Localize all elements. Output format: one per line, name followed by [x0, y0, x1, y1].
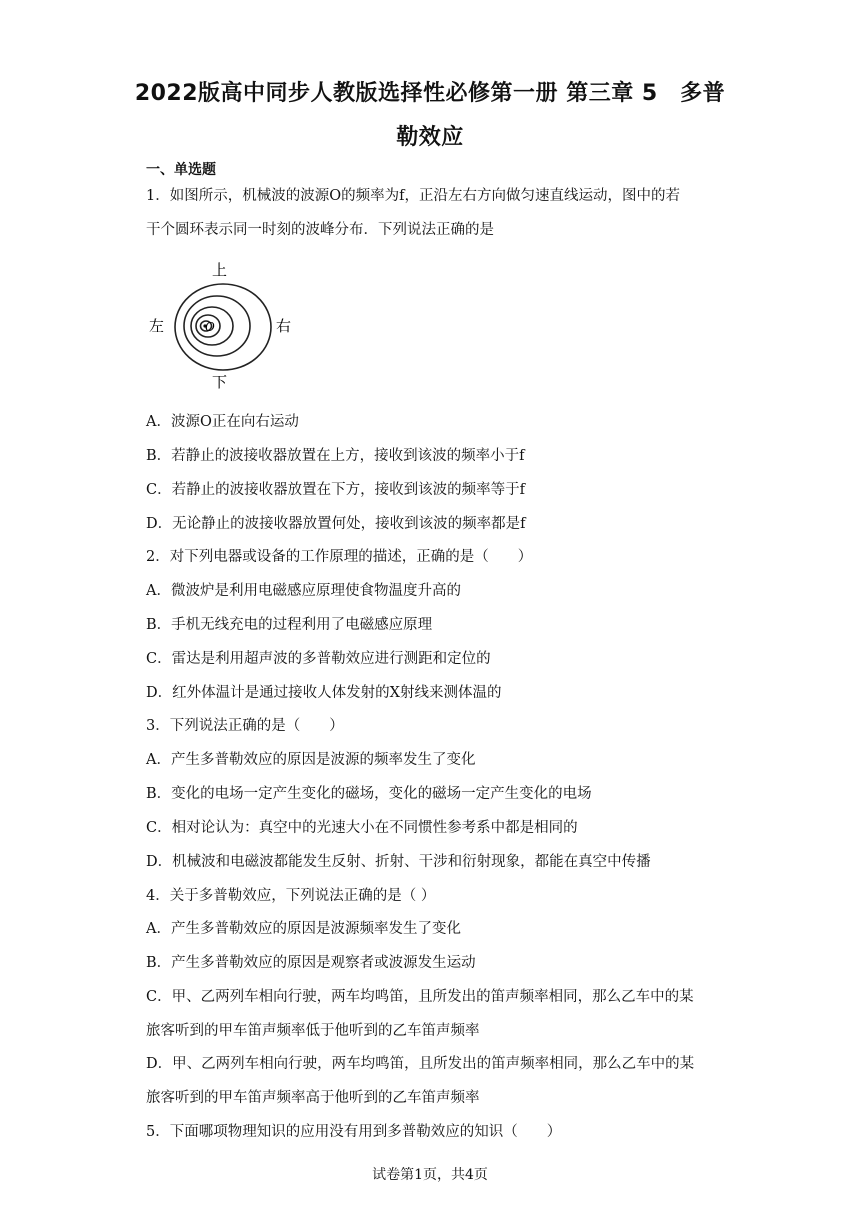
- label-up: 上: [212, 261, 228, 279]
- q1-option-d: D．无论静止的波接收器放置何处，接收到该波的频率都是f: [146, 516, 526, 532]
- q2-stem: 2．对下列电器或设备的工作原理的描述，正确的是（ ）: [146, 549, 533, 565]
- page-title-line1: 2022版高中同步人教版选择性必修第一册 第三章 5 多普: [134, 81, 726, 106]
- q1-option-c: C．若静止的波接收器放置在下方，接收到该波的频率等于f: [146, 482, 525, 498]
- source-label: O: [205, 320, 215, 334]
- page-title-line2: 勒效应: [396, 125, 464, 150]
- q4-option-d-line2: 旅客听到的甲车笛声频率高于他听到的乙车笛声频率: [146, 1090, 480, 1106]
- q4-option-d-line1: D．甲、乙两列车相向行驶，两车均鸣笛，且所发出的笛声频率相同，那么乙车中的某: [146, 1056, 695, 1072]
- q1-stem-line1: 1．如图所示，机械波的波源O的频率为f，正沿左右方向做匀速直线运动，图中的若: [146, 188, 680, 204]
- q2-option-d: D．红外体温计是通过接收人体发射的X射线来测体温的: [146, 685, 502, 701]
- q3-option-b: B．变化的电场一定产生变化的磁场，变化的磁场一定产生变化的电场: [146, 786, 592, 802]
- q4-option-b: B．产生多普勒效应的原因是观察者或波源发生运动: [146, 955, 476, 971]
- q1-option-a: A．波源O正在向右运动: [146, 414, 299, 430]
- q2-option-b: B．手机无线充电的过程利用了电磁感应原理: [146, 617, 433, 633]
- page-footer: 试卷第1页，共4页: [372, 1167, 488, 1183]
- q3-option-c: C．相对论认为：真空中的光速大小在不同惯性参考系中都是相同的: [146, 820, 578, 836]
- q4-option-c-line1: C．甲、乙两列车相向行驶，两车均鸣笛，且所发出的笛声频率相同，那么乙车中的某: [146, 989, 694, 1005]
- q4-option-c-line2: 旅客听到的甲车笛声频率低于他听到的乙车笛声频率: [146, 1023, 480, 1039]
- q4-option-a: A．产生多普勒效应的原因是波源频率发生了变化: [146, 921, 461, 937]
- q5-stem: 5．下面哪项物理知识的应用没有用到多普勒效应的知识（ ）: [146, 1124, 562, 1140]
- q4-stem: 4．关于多普勒效应，下列说法正确的是（ ）: [146, 888, 436, 904]
- doppler-wave-figure: [146, 256, 306, 392]
- q2-option-a: A．微波炉是利用电磁感应原理使食物温度升高的: [146, 583, 461, 599]
- q2-option-c: C．雷达是利用超声波的多普勒效应进行测距和定位的: [146, 651, 491, 667]
- q3-option-a: A．产生多普勒效应的原因是波源的频率发生了变化: [146, 752, 476, 768]
- q3-stem: 3．下列说法正确的是（ ）: [146, 718, 344, 734]
- q1-stem-line2: 干个圆环表示同一时刻的波峰分布．下列说法正确的是: [146, 222, 494, 238]
- section-heading: 一、单选题: [146, 162, 216, 178]
- q3-option-d: D．机械波和电磁波都能发生反射、折射、干涉和衍射现象，都能在真空中传播: [146, 854, 651, 870]
- label-right: 右: [276, 317, 292, 335]
- label-down: 下: [212, 373, 228, 391]
- wavefront-ring-2: [184, 296, 250, 356]
- q1-option-b: B．若静止的波接收器放置在上方，接收到该波的频率小于f: [146, 448, 525, 464]
- label-left: 左: [149, 317, 165, 335]
